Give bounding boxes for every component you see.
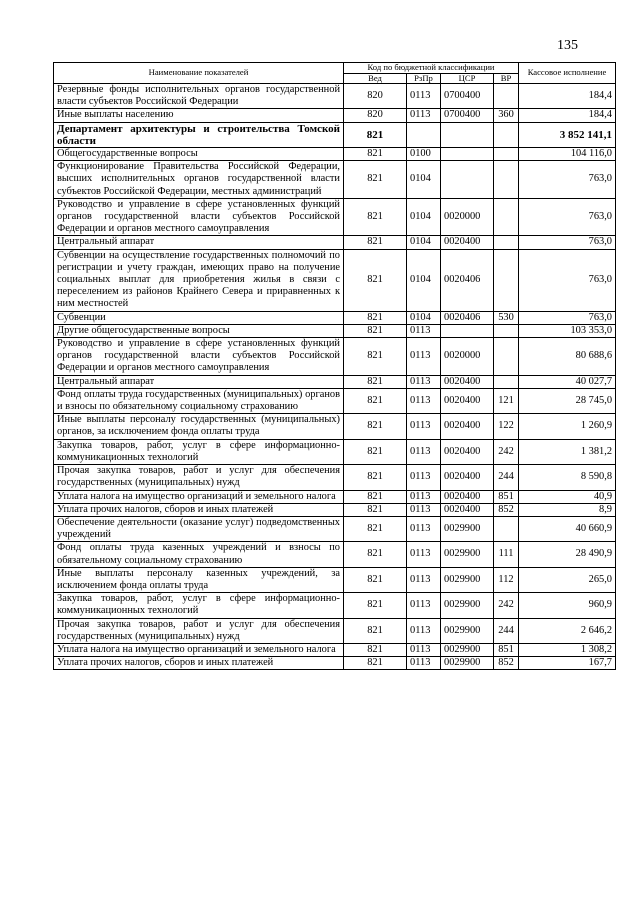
cell-amount: 184,4	[519, 84, 616, 109]
header-code-group: Код по бюджетной классификации	[344, 63, 519, 74]
cell-name: Функционирование Правительства Российской Федерации, высших исполнительных органов государственной власти субъектов Российской Федерации, местных администраций	[54, 161, 344, 199]
cell-rzpr: 0113	[407, 657, 441, 670]
cell-csr	[441, 324, 494, 337]
cell-name: Иные выплаты персоналу казенных учреждений, за исключением фонда оплаты труда	[54, 567, 344, 592]
cell-csr: 0020400	[441, 375, 494, 388]
cell-vr: 852	[494, 657, 519, 670]
cell-amount: 8,9	[519, 503, 616, 516]
cell-vr: 360	[494, 109, 519, 122]
cell-vr: 122	[494, 414, 519, 439]
cell-amount: 104 116,0	[519, 148, 616, 161]
cell-rzpr: 0113	[407, 439, 441, 464]
cell-name: Уплата прочих налогов, сборов и иных платежей	[54, 503, 344, 516]
cell-name: Иные выплаты персоналу государственных (муниципальных) органов, за исключением фонда оплаты труда	[54, 414, 344, 439]
cell-vr: 242	[494, 439, 519, 464]
cell-rzpr: 0113	[407, 84, 441, 109]
cell-vr: 530	[494, 311, 519, 324]
cell-amount: 167,7	[519, 657, 616, 670]
table-header	[54, 63, 616, 84]
cell-amount: 184,4	[519, 109, 616, 122]
cell-vr: 852	[494, 503, 519, 516]
cell-rzpr: 0113	[407, 503, 441, 516]
cell-rzpr: 0104	[407, 161, 441, 199]
cell-csr: 0029900	[441, 643, 494, 656]
cell-name: Центральный аппарат	[54, 236, 344, 249]
cell-amount: 28 745,0	[519, 388, 616, 413]
cell-vr	[494, 236, 519, 249]
cell-csr: 0020400	[441, 388, 494, 413]
cell-name: Резервные фонды исполнительных органов государственной власти субъектов Российской Федерации	[54, 84, 344, 109]
cell-rzpr: 0104	[407, 198, 441, 236]
cell-rzpr: 0113	[407, 375, 441, 388]
table-row	[54, 109, 616, 122]
table-row	[54, 490, 616, 503]
cell-csr: 0020400	[441, 414, 494, 439]
cell-name: Руководство и управление в сфере установленных функций органов государственной власти субъектов Российской Федерации и органов местного самоуправления	[54, 198, 344, 236]
cell-ved: 821	[344, 618, 407, 643]
cell-csr: 0029900	[441, 618, 494, 643]
cell-amount: 80 688,6	[519, 338, 616, 376]
cell-amount: 763,0	[519, 161, 616, 199]
cell-csr: 0020406	[441, 311, 494, 324]
cell-amount: 8 590,8	[519, 465, 616, 490]
cell-amount: 40 027,7	[519, 375, 616, 388]
cell-rzpr: 0113	[407, 465, 441, 490]
cell-ved: 820	[344, 84, 407, 109]
table-row	[54, 618, 616, 643]
cell-vr	[494, 122, 519, 147]
cell-vr	[494, 324, 519, 337]
cell-amount: 763,0	[519, 236, 616, 249]
table-row	[54, 439, 616, 464]
cell-ved: 821	[344, 414, 407, 439]
cell-amount: 960,9	[519, 593, 616, 618]
cell-name: Уплата налога на имущество организаций и земельного налога	[54, 643, 344, 656]
cell-name: Другие общегосударственные вопросы	[54, 324, 344, 337]
cell-csr: 0020406	[441, 249, 494, 311]
cell-rzpr: 0113	[407, 516, 441, 541]
table-row	[54, 414, 616, 439]
cell-csr: 0020400	[441, 490, 494, 503]
table-row	[54, 84, 616, 109]
table-row	[54, 542, 616, 567]
cell-amount: 40,9	[519, 490, 616, 503]
cell-rzpr: 0113	[407, 542, 441, 567]
cell-csr	[441, 161, 494, 199]
cell-vr	[494, 148, 519, 161]
cell-amount: 40 660,9	[519, 516, 616, 541]
cell-vr: 851	[494, 643, 519, 656]
cell-vr: 242	[494, 593, 519, 618]
cell-ved: 821	[344, 375, 407, 388]
table-row	[54, 643, 616, 656]
cell-amount: 763,0	[519, 198, 616, 236]
cell-ved: 821	[344, 593, 407, 618]
cell-vr: 121	[494, 388, 519, 413]
cell-csr: 0029900	[441, 593, 494, 618]
cell-vr: 244	[494, 465, 519, 490]
cell-vr: 851	[494, 490, 519, 503]
cell-amount: 763,0	[519, 249, 616, 311]
cell-ved: 821	[344, 567, 407, 592]
table-row	[54, 657, 616, 670]
cell-ved: 821	[344, 249, 407, 311]
cell-ved: 821	[344, 643, 407, 656]
cell-csr: 0020000	[441, 198, 494, 236]
cell-vr: 111	[494, 542, 519, 567]
cell-ved: 821	[344, 388, 407, 413]
table-row	[54, 338, 616, 376]
cell-ved: 821	[344, 490, 407, 503]
cell-rzpr: 0104	[407, 236, 441, 249]
cell-rzpr: 0100	[407, 148, 441, 161]
cell-rzpr: 0113	[407, 490, 441, 503]
table-row	[54, 198, 616, 236]
cell-vr	[494, 198, 519, 236]
cell-name: Фонд оплаты труда государственных (муниципальных) органов и взносы по обязательному социальному страхованию	[54, 388, 344, 413]
cell-rzpr: 0113	[407, 338, 441, 376]
cell-csr: 0020400	[441, 503, 494, 516]
cell-name: Закупка товаров, работ, услуг в сфере информационно-коммуникационных технологий	[54, 593, 344, 618]
cell-name: Субвенции	[54, 311, 344, 324]
cell-amount: 28 490,9	[519, 542, 616, 567]
cell-csr: 0029900	[441, 516, 494, 541]
cell-ved: 821	[344, 465, 407, 490]
table-row	[54, 249, 616, 311]
cell-vr	[494, 249, 519, 311]
cell-csr: 0020400	[441, 236, 494, 249]
cell-ved: 821	[344, 161, 407, 199]
cell-ved: 821	[344, 503, 407, 516]
cell-csr: 0700400	[441, 84, 494, 109]
cell-ved: 821	[344, 236, 407, 249]
cell-vr	[494, 516, 519, 541]
cell-csr: 0020400	[441, 465, 494, 490]
cell-csr: 0029900	[441, 657, 494, 670]
table-row	[54, 503, 616, 516]
cell-amount: 1 260,9	[519, 414, 616, 439]
cell-rzpr: 0113	[407, 593, 441, 618]
cell-rzpr: 0113	[407, 324, 441, 337]
cell-ved: 821	[344, 516, 407, 541]
cell-name: Обеспечение деятельности (оказание услуг) подведомственных учреждений	[54, 516, 344, 541]
cell-csr: 0700400	[441, 109, 494, 122]
cell-name: Уплата налога на имущество организаций и земельного налога	[54, 490, 344, 503]
table-row	[54, 236, 616, 249]
cell-rzpr: 0113	[407, 388, 441, 413]
cell-rzpr: 0104	[407, 311, 441, 324]
header-ved: Вед	[344, 73, 407, 84]
cell-name: Центральный аппарат	[54, 375, 344, 388]
cell-rzpr: 0113	[407, 414, 441, 439]
cell-rzpr: 0113	[407, 567, 441, 592]
cell-name: Прочая закупка товаров, работ и услуг для обеспечения государственных (муниципальных) нужд	[54, 465, 344, 490]
table-row	[54, 375, 616, 388]
table-row	[54, 388, 616, 413]
cell-csr: 0029900	[441, 542, 494, 567]
cell-csr	[441, 148, 494, 161]
cell-rzpr: 0113	[407, 643, 441, 656]
table-row	[54, 465, 616, 490]
table-row	[54, 148, 616, 161]
table-row	[54, 161, 616, 199]
table-body	[54, 84, 616, 670]
cell-ved: 821	[344, 338, 407, 376]
header-csr: ЦСР	[441, 73, 494, 84]
cell-ved: 821	[344, 122, 407, 147]
cell-name: Департамент архитектуры и строительства Томской области	[54, 122, 344, 147]
cell-ved: 821	[344, 439, 407, 464]
cell-amount: 1 381,2	[519, 439, 616, 464]
cell-ved: 820	[344, 109, 407, 122]
cell-csr: 0020000	[441, 338, 494, 376]
cell-amount: 2 646,2	[519, 618, 616, 643]
cell-vr	[494, 84, 519, 109]
cell-ved: 821	[344, 198, 407, 236]
cell-rzpr: 0104	[407, 249, 441, 311]
cell-name: Общегосударственные вопросы	[54, 148, 344, 161]
cell-rzpr	[407, 122, 441, 147]
cell-vr	[494, 338, 519, 376]
cell-amount: 103 353,0	[519, 324, 616, 337]
table-row	[54, 593, 616, 618]
cell-csr: 0020400	[441, 439, 494, 464]
cell-name: Фонд оплаты труда казенных учреждений и взносы по обязательному социальному страхованию	[54, 542, 344, 567]
cell-ved: 821	[344, 324, 407, 337]
cell-name: Иные выплаты населению	[54, 109, 344, 122]
cell-ved: 821	[344, 311, 407, 324]
cell-amount: 763,0	[519, 311, 616, 324]
cell-name: Прочая закупка товаров, работ и услуг для обеспечения государственных (муниципальных) нужд	[54, 618, 344, 643]
cell-name: Руководство и управление в сфере установленных функций органов государственной власти субъектов Российской Федерации и органов местного самоуправления	[54, 338, 344, 376]
cell-vr	[494, 375, 519, 388]
header-rzpr: РзПр	[407, 73, 441, 84]
cell-ved: 821	[344, 148, 407, 161]
header-vr: ВР	[494, 73, 519, 84]
cell-rzpr: 0113	[407, 618, 441, 643]
cell-ved: 821	[344, 542, 407, 567]
cell-vr: 244	[494, 618, 519, 643]
cell-rzpr: 0113	[407, 109, 441, 122]
budget-table	[53, 62, 616, 670]
cell-vr	[494, 161, 519, 199]
cell-name: Субвенции на осуществление государственных полномочий по регистрации и учету граждан, имеющих право на получение социальных выплат для приобретения жилья в связи с переселением из районов Крайнего Севера и приравненных к ним местностей	[54, 249, 344, 311]
cell-csr: 0029900	[441, 567, 494, 592]
cell-vr: 112	[494, 567, 519, 592]
header-amount: Кассовое исполнение	[519, 63, 616, 84]
cell-name: Уплата прочих налогов, сборов и иных платежей	[54, 657, 344, 670]
cell-name: Закупка товаров, работ, услуг в сфере информационно-коммуникационных технологий	[54, 439, 344, 464]
cell-amount: 3 852 141,1	[519, 122, 616, 147]
cell-csr	[441, 122, 494, 147]
table-row	[54, 516, 616, 541]
table-row	[54, 311, 616, 324]
table-row	[54, 324, 616, 337]
cell-amount: 1 308,2	[519, 643, 616, 656]
page-number: 135	[557, 38, 578, 53]
header-name: Наименование показателей	[54, 63, 344, 84]
table-row	[54, 567, 616, 592]
cell-ved: 821	[344, 657, 407, 670]
table-row	[54, 122, 616, 147]
cell-amount: 265,0	[519, 567, 616, 592]
